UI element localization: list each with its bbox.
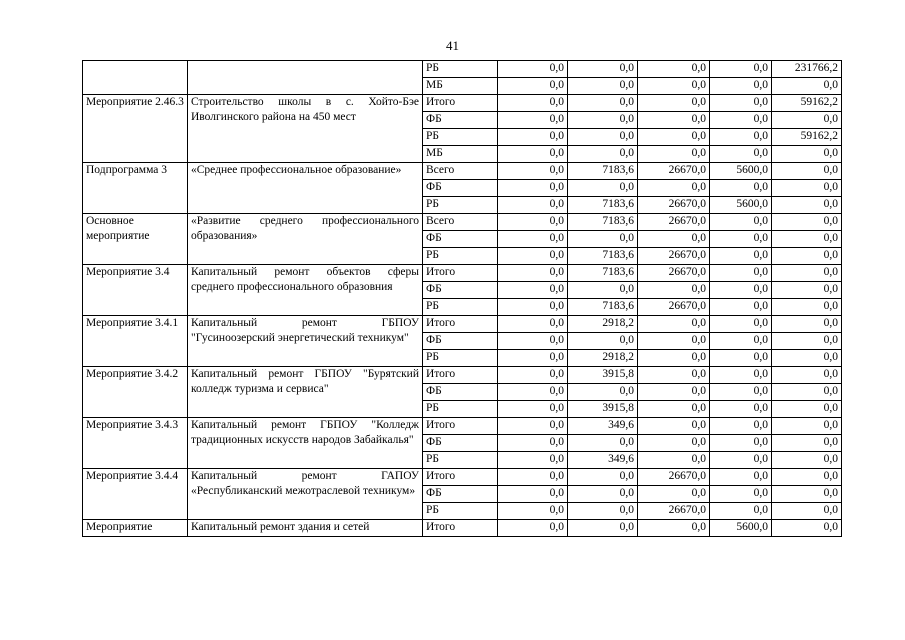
funding-source-cell: Итого	[423, 265, 498, 282]
table-row	[83, 95, 842, 112]
funding-source-cell: Всего	[423, 214, 498, 231]
amount-cell: 0,0	[772, 248, 842, 265]
amount-cell: 0,0	[638, 435, 710, 452]
amount-cell: 0,0	[498, 282, 568, 299]
amount-cell: 26670,0	[638, 197, 710, 214]
amount-cell: 0,0	[498, 299, 568, 316]
funding-source-cell: Итого	[423, 469, 498, 486]
amount-cell: 0,0	[710, 282, 772, 299]
amount-cell: 26670,0	[638, 163, 710, 180]
funding-source-cell: РБ	[423, 197, 498, 214]
amount-cell: 7183,6	[568, 163, 638, 180]
funding-source-cell: РБ	[423, 129, 498, 146]
funding-source-cell: Итого	[423, 95, 498, 112]
activity-code-cell: Мероприятие 3.4.3	[83, 418, 188, 469]
amount-cell: 0,0	[772, 452, 842, 469]
amount-cell: 0,0	[568, 282, 638, 299]
activity-name-cell: «Среднее профессиональное образование»	[188, 163, 423, 214]
amount-cell: 0,0	[638, 418, 710, 435]
amount-cell: 0,0	[710, 180, 772, 197]
amount-cell: 0,0	[498, 146, 568, 163]
funding-source-cell: Всего	[423, 163, 498, 180]
amount-cell: 26670,0	[638, 469, 710, 486]
amount-cell: 0,0	[568, 435, 638, 452]
amount-cell: 0,0	[498, 333, 568, 350]
amount-cell: 26670,0	[638, 503, 710, 520]
funding-source-cell: Итого	[423, 316, 498, 333]
amount-cell: 0,0	[772, 78, 842, 95]
activity-name-cell: Капитальный ремонт объектов сферы среднего профессионального образовния	[188, 265, 423, 316]
funding-source-cell: ФБ	[423, 112, 498, 129]
amount-cell: 0,0	[772, 214, 842, 231]
amount-cell: 0,0	[568, 129, 638, 146]
amount-cell: 0,0	[772, 469, 842, 486]
activity-code-cell: Мероприятие	[83, 520, 188, 537]
amount-cell: 0,0	[710, 350, 772, 367]
table-row	[83, 214, 842, 231]
amount-cell: 0,0	[498, 503, 568, 520]
amount-cell: 0,0	[568, 231, 638, 248]
amount-cell: 0,0	[710, 418, 772, 435]
table-row	[83, 316, 842, 333]
amount-cell: 0,0	[710, 112, 772, 129]
funding-source-cell: ФБ	[423, 435, 498, 452]
activity-code-cell: Подпрограмма 3	[83, 163, 188, 214]
amount-cell: 0,0	[710, 333, 772, 350]
amount-cell: 26670,0	[638, 299, 710, 316]
table-row	[83, 520, 842, 537]
amount-cell: 0,0	[568, 384, 638, 401]
amount-cell: 0,0	[772, 299, 842, 316]
amount-cell: 0,0	[772, 316, 842, 333]
funding-source-cell: ФБ	[423, 384, 498, 401]
funding-source-cell: РБ	[423, 401, 498, 418]
funding-source-cell: ФБ	[423, 333, 498, 350]
amount-cell: 5600,0	[710, 520, 772, 537]
amount-cell: 0,0	[710, 452, 772, 469]
table-row	[83, 163, 842, 180]
amount-cell: 0,0	[498, 231, 568, 248]
amount-cell: 0,0	[498, 435, 568, 452]
amount-cell: 0,0	[568, 112, 638, 129]
amount-cell: 0,0	[638, 367, 710, 384]
amount-cell: 0,0	[498, 418, 568, 435]
amount-cell: 0,0	[772, 282, 842, 299]
amount-cell: 5600,0	[710, 163, 772, 180]
amount-cell: 0,0	[638, 146, 710, 163]
amount-cell: 0,0	[710, 146, 772, 163]
amount-cell: 7183,6	[568, 299, 638, 316]
amount-cell: 0,0	[498, 95, 568, 112]
amount-cell: 0,0	[568, 520, 638, 537]
amount-cell: 7183,6	[568, 248, 638, 265]
amount-cell: 0,0	[710, 503, 772, 520]
table-row	[83, 469, 842, 486]
amount-cell: 0,0	[710, 214, 772, 231]
activity-code-cell: Мероприятие 3.4.1	[83, 316, 188, 367]
amount-cell: 0,0	[638, 129, 710, 146]
amount-cell: 7183,6	[568, 214, 638, 231]
amount-cell: 0,0	[772, 350, 842, 367]
amount-cell: 0,0	[710, 486, 772, 503]
activity-name-cell: «Развитие среднего профессионального образования»	[188, 214, 423, 265]
amount-cell: 7183,6	[568, 197, 638, 214]
activity-name-cell: Капитальный ремонт ГБПОУ "Гусиноозерский энергетический техникум"	[188, 316, 423, 367]
amount-cell: 0,0	[498, 367, 568, 384]
table-row	[83, 61, 842, 78]
amount-cell: 0,0	[772, 146, 842, 163]
funding-source-cell: РБ	[423, 248, 498, 265]
funding-source-cell: ФБ	[423, 180, 498, 197]
amount-cell: 0,0	[710, 78, 772, 95]
amount-cell: 0,0	[710, 316, 772, 333]
amount-cell: 0,0	[772, 163, 842, 180]
amount-cell: 349,6	[568, 418, 638, 435]
amount-cell: 0,0	[638, 180, 710, 197]
amount-cell: 0,0	[710, 61, 772, 78]
amount-cell: 0,0	[772, 486, 842, 503]
amount-cell: 0,0	[638, 452, 710, 469]
activity-code-cell: Мероприятие 3.4	[83, 265, 188, 316]
activity-name-cell: Капитальный ремонт ГБПОУ "Бурятский колледж туризма и сервиса"	[188, 367, 423, 418]
amount-cell: 0,0	[710, 299, 772, 316]
amount-cell: 0,0	[710, 231, 772, 248]
amount-cell: 0,0	[710, 95, 772, 112]
amount-cell: 0,0	[710, 265, 772, 282]
activity-code-cell: Мероприятие 2.46.3	[83, 95, 188, 163]
amount-cell: 0,0	[498, 384, 568, 401]
amount-cell: 0,0	[772, 418, 842, 435]
amount-cell: 0,0	[498, 214, 568, 231]
activity-name-cell: Строительство школы в с. Хойто-Бэе Иволгинского района на 450 мест	[188, 95, 423, 163]
amount-cell: 0,0	[498, 265, 568, 282]
activity-code-cell: Основное мероприятие	[83, 214, 188, 265]
amount-cell: 0,0	[710, 435, 772, 452]
amount-cell: 0,0	[568, 61, 638, 78]
activity-name-cell: Капитальный ремонт ГБПОУ "Колледж традиционных искусств народов Забайкалья"	[188, 418, 423, 469]
table-row	[83, 367, 842, 384]
funding-source-cell: Итого	[423, 418, 498, 435]
amount-cell: 0,0	[498, 180, 568, 197]
page-number: 41	[446, 38, 459, 53]
amount-cell: 0,0	[498, 350, 568, 367]
amount-cell: 0,0	[498, 401, 568, 418]
amount-cell: 0,0	[772, 520, 842, 537]
amount-cell: 0,0	[498, 316, 568, 333]
amount-cell: 0,0	[568, 180, 638, 197]
budget-table	[82, 60, 842, 537]
amount-cell: 0,0	[638, 384, 710, 401]
amount-cell: 0,0	[638, 282, 710, 299]
amount-cell: 3915,8	[568, 401, 638, 418]
funding-source-cell: Итого	[423, 520, 498, 537]
amount-cell: 0,0	[498, 78, 568, 95]
amount-cell: 2918,2	[568, 350, 638, 367]
amount-cell: 0,0	[638, 401, 710, 418]
amount-cell: 0,0	[498, 248, 568, 265]
amount-cell: 0,0	[498, 163, 568, 180]
funding-source-cell: РБ	[423, 61, 498, 78]
amount-cell: 0,0	[498, 452, 568, 469]
amount-cell: 0,0	[498, 469, 568, 486]
amount-cell: 26670,0	[638, 265, 710, 282]
amount-cell: 0,0	[638, 520, 710, 537]
amount-cell: 0,0	[568, 469, 638, 486]
funding-source-cell: РБ	[423, 299, 498, 316]
amount-cell: 0,0	[710, 367, 772, 384]
table-row	[83, 265, 842, 282]
amount-cell: 0,0	[772, 435, 842, 452]
amount-cell: 2918,2	[568, 316, 638, 333]
activity-name-cell	[188, 61, 423, 95]
funding-source-cell: МБ	[423, 78, 498, 95]
activity-code-cell	[83, 61, 188, 95]
funding-source-cell: ФБ	[423, 282, 498, 299]
activity-code-cell: Мероприятие 3.4.4	[83, 469, 188, 520]
amount-cell: 0,0	[568, 146, 638, 163]
amount-cell: 0,0	[772, 231, 842, 248]
amount-cell: 0,0	[772, 384, 842, 401]
amount-cell: 349,6	[568, 452, 638, 469]
amount-cell: 26670,0	[638, 248, 710, 265]
activity-name-cell: Капитальный ремонт здания и сетей	[188, 520, 423, 537]
amount-cell: 59162,2	[772, 95, 842, 112]
amount-cell: 0,0	[498, 197, 568, 214]
amount-cell: 0,0	[568, 503, 638, 520]
amount-cell: 0,0	[638, 112, 710, 129]
amount-cell: 0,0	[498, 520, 568, 537]
table-row	[83, 418, 842, 435]
amount-cell: 0,0	[638, 486, 710, 503]
amount-cell: 0,0	[568, 95, 638, 112]
amount-cell: 0,0	[772, 180, 842, 197]
amount-cell: 0,0	[638, 61, 710, 78]
funding-source-cell: РБ	[423, 503, 498, 520]
funding-source-cell: МБ	[423, 146, 498, 163]
amount-cell: 0,0	[772, 367, 842, 384]
amount-cell: 0,0	[772, 112, 842, 129]
activity-name-cell: Капитальный ремонт ГАПОУ «Республиканский межотраслевой техникум»	[188, 469, 423, 520]
amount-cell: 0,0	[710, 384, 772, 401]
amount-cell: 0,0	[638, 333, 710, 350]
amount-cell: 0,0	[638, 95, 710, 112]
amount-cell: 0,0	[772, 401, 842, 418]
funding-source-cell: ФБ	[423, 486, 498, 503]
amount-cell: 59162,2	[772, 129, 842, 146]
activity-code-cell: Мероприятие 3.4.2	[83, 367, 188, 418]
amount-cell: 0,0	[638, 316, 710, 333]
funding-source-cell: РБ	[423, 350, 498, 367]
amount-cell: 5600,0	[710, 197, 772, 214]
funding-source-cell: РБ	[423, 452, 498, 469]
amount-cell: 7183,6	[568, 265, 638, 282]
amount-cell: 0,0	[710, 129, 772, 146]
amount-cell: 0,0	[568, 333, 638, 350]
funding-source-cell: ФБ	[423, 231, 498, 248]
amount-cell: 0,0	[638, 78, 710, 95]
amount-cell: 3915,8	[568, 367, 638, 384]
amount-cell: 0,0	[498, 112, 568, 129]
amount-cell: 0,0	[498, 129, 568, 146]
amount-cell: 0,0	[772, 265, 842, 282]
amount-cell: 0,0	[638, 231, 710, 248]
funding-source-cell: Итого	[423, 367, 498, 384]
amount-cell: 231766,2	[772, 61, 842, 78]
amount-cell: 26670,0	[638, 214, 710, 231]
amount-cell: 0,0	[498, 61, 568, 78]
amount-cell: 0,0	[772, 197, 842, 214]
amount-cell: 0,0	[710, 469, 772, 486]
amount-cell: 0,0	[710, 401, 772, 418]
amount-cell: 0,0	[638, 350, 710, 367]
amount-cell: 0,0	[568, 486, 638, 503]
amount-cell: 0,0	[772, 503, 842, 520]
amount-cell: 0,0	[710, 248, 772, 265]
amount-cell: 0,0	[568, 78, 638, 95]
amount-cell: 0,0	[772, 333, 842, 350]
amount-cell: 0,0	[498, 486, 568, 503]
